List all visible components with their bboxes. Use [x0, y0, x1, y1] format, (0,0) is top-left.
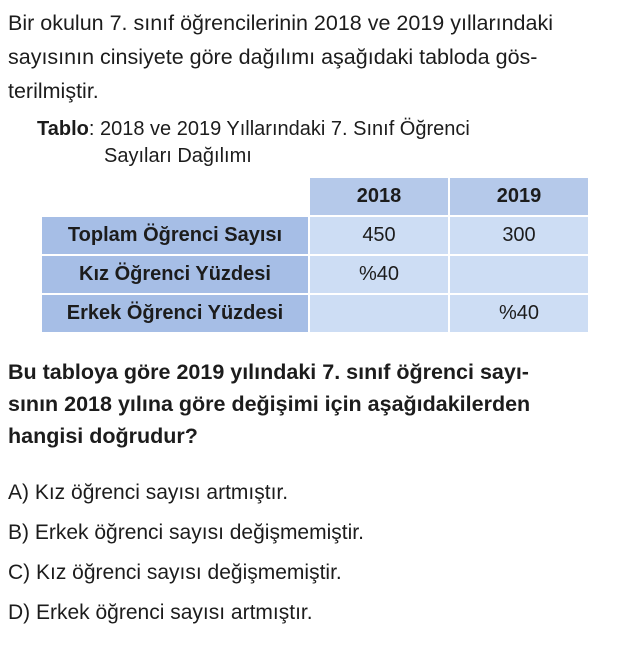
row-header-girls: Kız Öğrenci Yüzdesi [41, 255, 309, 294]
caption-label: Tablo [37, 118, 89, 140]
table-corner-cell [41, 177, 309, 216]
table-row [41, 216, 589, 255]
cell-total-2018: 450 [309, 216, 449, 255]
intro-line: terilmiştir. [8, 79, 99, 103]
distribution-table [40, 176, 590, 334]
column-header-2018: 2018 [309, 177, 449, 216]
option-d[interactable]: D) Erkek öğrenci sayısı artmıştır. [8, 601, 313, 624]
question-line: sının 2018 yılına göre değişimi için aşağıdakilerden [8, 392, 531, 416]
option-b[interactable]: B) Erkek öğrenci sayısı değişmemiştir. [8, 521, 364, 544]
intro-paragraph [8, 6, 614, 108]
table-header-row [41, 177, 589, 216]
row-header-boys: Erkek Öğrenci Yüzdesi [41, 294, 309, 333]
option-a[interactable]: A) Kız öğrenci sayısı artmıştır. [8, 481, 289, 504]
option-c[interactable]: C) Kız öğrenci sayısı değişmemiştir. [8, 561, 342, 584]
cell-girls-2019 [449, 255, 589, 294]
row-header-total: Toplam Öğrenci Sayısı [41, 216, 309, 255]
question-line: hangisi doğrudur? [8, 424, 198, 448]
intro-line: Bir okulun 7. sınıf öğrencilerinin 2018 ve 2019 yıllarındaki [8, 11, 553, 35]
cell-boys-2019: %40 [449, 294, 589, 333]
table-row [41, 294, 589, 333]
table-row [41, 255, 589, 294]
table-caption [37, 116, 470, 170]
caption-line1: : 2018 ve 2019 Yıllarındaki 7. Sınıf Öğrenci [88, 118, 470, 140]
cell-total-2019: 300 [449, 216, 589, 255]
answer-options [8, 478, 364, 638]
cell-boys-2018 [309, 294, 449, 333]
question-text [8, 356, 614, 452]
question-line: Bu tabloya göre 2019 yılındaki 7. sınıf öğrenci sayı- [8, 360, 529, 384]
cell-girls-2018: %40 [309, 255, 449, 294]
column-header-2019: 2019 [449, 177, 589, 216]
intro-line: sayısının cinsiyete göre dağılımı aşağıdaki tabloda gös- [8, 45, 538, 69]
caption-line2: Sayıları Dağılımı [104, 145, 252, 167]
